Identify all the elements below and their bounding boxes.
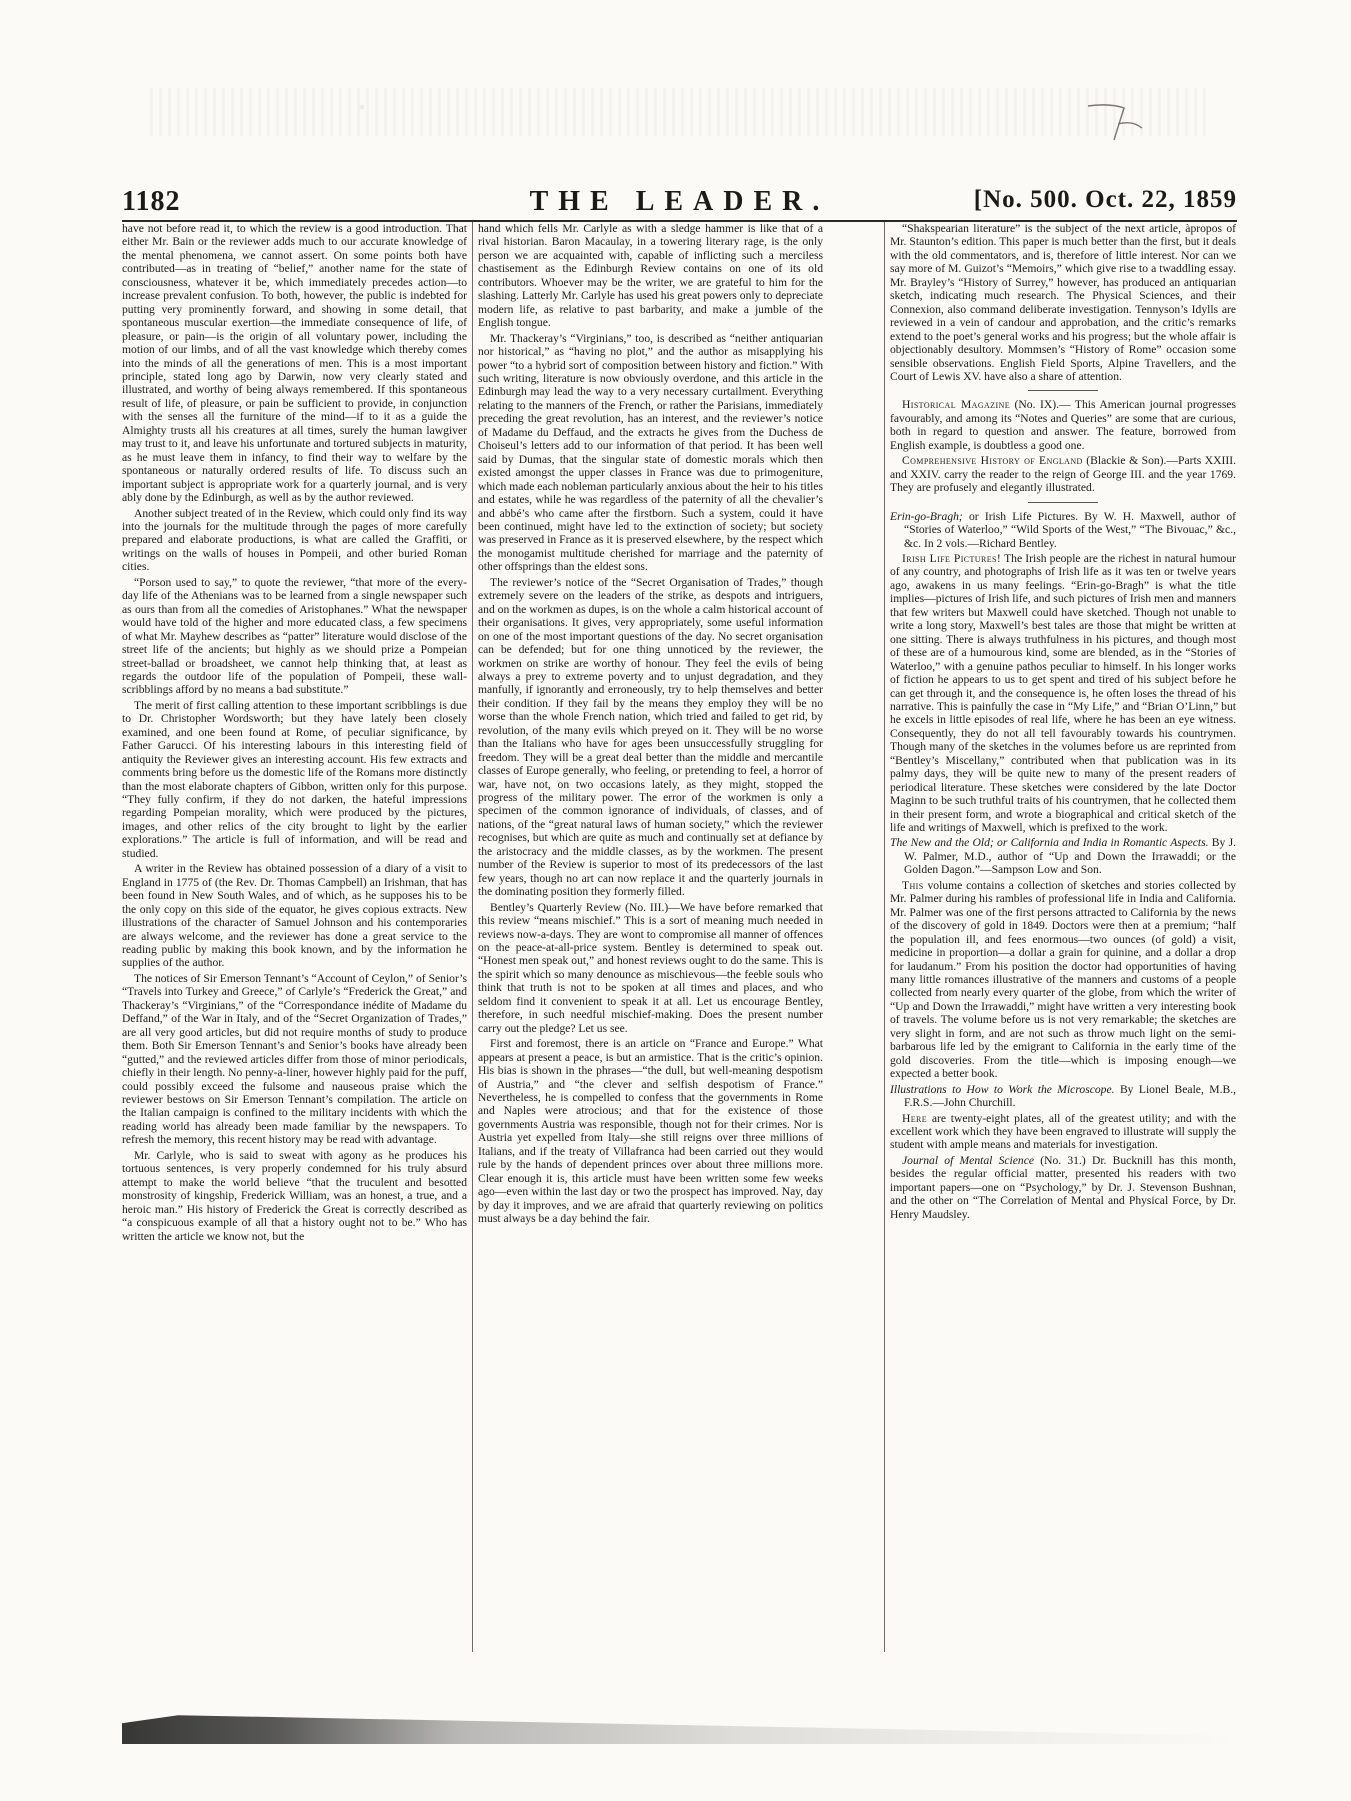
masthead-title: THE LEADER. [529,186,830,217]
review-paragraph [890,879,1236,1081]
book-details: By J. W. Palmer, M.D., author of “Up and Down the Irrawaddi; or the Golden Dagon.”—Sampson Low and Son. [904,836,1236,877]
paragraph: Another subject treated of in the Review, which could only find its way into the journals for the multitude through the pages of more carefully prepared and elaborate productions, is what are called the Graffiti, or writings on the walls of houses in Pompeii, and other buried Roman cities. [122,506,467,574]
paragraph: “Porson used to say,” to quote the reviewer, “that more of the every-day life of the Athenians was to be learned from a single newspaper such as ours than from all the comedies of Aristophanes.” What the newspaper would have told of the higher and more educated class, a few specimens of what Mr. Mayhew describes as “patter” literature would disclose of the street life of the ancients; but highly as we should prize a Pompeian street-ballad or broadsheet, we cannot help thinking that, at least as regards the outdoor life of the population of Pompeii, these wall-scribblings afford by no means a bad substitute.” [122,575,467,697]
paragraph: Mr. Thackeray’s “Virginians,” too, is described as “neither antiquarian nor historical,” as “having no plot,” and the author as misapplying his power “to a hybrid sort of composition between history and fiction.” With such writing, literature is now obviously overdone, and this article in the Edinburgh may lead the way to a very necessary curtailment. Everything relating to the manners of the French, or rather the Parisians, immediately preceding the great revolution, has an interest, and the reviewer’s notice of Madame du Deffaud, and the extracts he gives from the Duchess de Choiseul’s letters add to our information of that period. It has been well said by Dumas, that the singular state of domestic morals which then existed amongst the upper classes in France was due to primogeniture, which made each nobleman particularly anxious about the heir to his titles and estates, while he was regardless of the paternity of all the chevalier’s and abbé’s who came after the firstborn. Such a system, could it have been continued, might have led to the extinction of society; but society was preserved in France as it is preserved elsewhere, by the respect which the monogamist multitude cherished for marriage and the paternity of other offsprings than the eldest sons. [478,331,823,574]
review-label: Irish Life Pictures! [902,551,1002,565]
column-1 [122,222,467,1652]
review-body: are twenty-eight plates, all of the greatest utility; and with the excellent work which they have been engraved to illustrate will supply the student with ample means and materials for investigation. [890,1111,1236,1152]
page-number: 1182 [122,186,181,217]
handwritten-mark [1080,98,1150,148]
notice-label: Historical Magazine [902,398,1010,412]
notice-historical-magazine [890,398,1236,452]
notice-label: Comprehensive History of England [902,454,1083,468]
section-rule [1028,390,1098,391]
paragraph: First and foremost, there is an article on “France and Europe.” What appears at present a peace, is but an armistice. That is the critic’s opinion. His bias is shown in the phrases—“the dull, but well-meaning despotism of Austria,” and “the clever and selfish despotism of France.” Nevertheless, he is compelled to confess that the governments in Rome and Naples were atrocious; and that for the existence of those governments Austria was responsible, though not for their crimes. Nor is Austria yet expelled from Italy—she still reigns over three millions of Italians, and if the treaty of Villafranca had been carried out they would rule by the hands of dependent princes over about three millions more. Clear enough it is, this article must have been written some few weeks ago—even within the last day or two the prospect has improved. Nay, day by day it improves, and we are afraid that quarterly reviewing on politics must always be a day behind the fair. [478,1037,823,1226]
paragraph: hand which fells Mr. Carlyle as with a sledge hammer is like that of a rival historian. Baron Macaulay, in a towering literary rage, is the only person we are acquainted with, capable of inflicting such a merciless chastisement as the Edinburgh Review contains on one of its old contributors. Whoever may be the writer, we are grateful to him for the slashing. Latterly Mr. Carlyle has used his great powers only to depreciate modern life, as relative to past barbarity, and make a jumble of the English tongue. [478,222,823,330]
issue-date: [No. 500. Oct. 22, 1859 [973,186,1237,213]
notice-comprehensive-history [890,454,1236,494]
review-paragraph [890,552,1236,835]
book-details: or Irish Life Pictures. By W. H. Maxwell, author of “Stories of Waterloo,” “Wild Sports of the West,” “The Bivouac,” &c., &c. In 2 vols.—Richard Bentley. [904,509,1236,550]
column-2 [478,222,823,1652]
paragraph: A writer in the Review has obtained possession of a diary of a visit to England in 1775 of (the Rev. Dr. Thomas Campbell) an Irishman, that has been found in New South Wales, and of which, as he supposes his to be the only copy on this side of the equator, he gives copious extracts. New illustrations of the character of Samuel Johnson and his contemporaries are always welcome, and the reviewer has done a great service to the reading public by making this book known, and by the information he supplies of the author. [122,862,467,970]
book-citation [890,836,1236,876]
review-paragraph [890,1154,1236,1221]
notice-body: (Blackie & Son).—Parts XXIII. and XXIV. carry the reader to the reign of George III. and the year 1769. They are profusely and elegantly illustrated. [890,454,1236,495]
book-details: By Lionel Beale, M.B., F.R.S.—John Churchill. [904,1082,1236,1110]
column-3 [890,222,1236,1652]
review-label: This [902,878,924,892]
review-paragraph [890,1112,1236,1152]
review-body: The Irish people are the richest in natural humour of any country, and photographs of Irish life as it was ten or twelve years ago, awakens in us many feelings. “Erin-go-Bragh” is what the title implies—pictures of Irish life, and such pictures of Irish men and manners that few writers but Maxwell could have sketched. Though not unable to write a long story, Maxwell’s best tales are those that might be written at one sitting. There is always truthfulness in his pictures, and though most of these are of a humourous kind, some are blended, as in the “Stories of Waterloo,” with a genuine pathos peculiar to himself. In his longer works of fiction he appears to us to get spent and tired of his subject before he can get through it, and the consequence is, he often loses the thread of his narrative. This is painfully the case in “My Life,” and “Brian O’Linn,” but he excels in little episodes of real life, where he has been an eye witness. Consequently, they do not all tell favourably towards his countrymen. Though many of the sketches in the volumes before us are reprinted from “Bentley’s Miscellany,” contributed when that publication was in its palmy days, they will be quite new to many of the present readers of periodical literature. These sketches were considered by the late Doctor Maginn to be such truthful traits of his countrymen, that he collected them in their present form, and wrote a biographical and critical sketch of the life and writings of Maxwell, which is prefixed to the work. [890,551,1236,835]
paragraph: Bentley’s Quarterly Review (No. III.)—We have before remarked that this review “means mischief.” This is a sort of meaning much needed in reviews now-a-days. They are wont to compromise all manner of offences on the peace-at-all-price system. Bentley is determined to speak out. “Honest men speak out,” and honest reviews ought to do the same. This is the spirit which so many denounce as mischievous—the feeble souls who think that truth is not to be spoken at all times and places, and who seldom find it convenient to speak it at all. Let us encourage Bentley, therefore, in such needful mischief-making. Does the present number carry out the pledge? Let us see. [478,900,823,1035]
column-rule [472,222,473,1652]
book-citation [890,1083,1236,1110]
scan-smear-bottom [122,1712,1242,1744]
paragraph: The merit of first calling attention to these important scribblings is due to Dr. Christopher Wordsworth; but they have lately been closely examined, and one been found at Rome, of peculiar significance, by Father Garucci. Of his interesting labours in this interesting field of antiquity the Reviewer gives an interesting account. His few extracts and comments bring before us the domestic life of the Romans more distinctly than the most elaborate chapters of Gibbon, written only for this purpose. “They fully confirm, if they do not darken, the hateful impressions regarding Pompeian morality, which were produced by the pictures, images, and other relics of the city brought to light by the earlier explorations.” The article is full of information, and will be read and studied. [122,698,467,860]
review-body: (No. 31.) Dr. Bucknill has this month, besides the regular official matter, presented his readers with two important papers—one on “Psychology,” by Dr. J. Stevenson Bushnan, and the other on “The Correlation of Mental and Physical Force, by Dr. Henry Maudsley. [890,1153,1236,1221]
section-rule [1028,502,1098,503]
paragraph: The reviewer’s notice of the “Secret Organisation of Trades,” though extremely severe on the leaders of the strike, as despots and intriguers, and on the workmen as dupes, is on the whole a calm historical account of their organisations. It gives, very appropriately, some useful information on one of the most important questions of the day. No secret organisation can be defended; but for one thing unnoticed by the reviewer, the workmen on strike are worthy of honour. They feel the evils of being always a prey to extreme poverty and to unjust degradation, and they manfully, if ignorantly and erroneously, try to help themselves and better their condition. If they fail by the means they employ they will be no worse than the whole French nation, which tried and failed to get rid, by revolution, of the many evils which preyed on it. They will be no worse than the Italians who have for ages been unsuccessfully struggling for freedom. They will be a great deal better than the middle and mercantile classes of Europe generally, who feeling, or pretending to feel, a horror of war, have not, on two occasions lately, as they might, stopped the progress of the military power. The error of the workmen is only a specimen of the common ignorance of individuals, of classes, and of nations, of the “great natural laws of human society,” which the reviewer recognises, but which are quite as much and continually set at defiance by the aristocracy and the middle classes, as by the workmen. The present number of the Review is superior to most of its predecessors of the last few years, though no art can now replace it and the quarterly journals in the dominating position they formerly filled. [478,575,823,899]
page-header [122,186,1237,222]
column-rule [884,222,885,1652]
journal-title: Journal of Mental Science [902,1153,1034,1167]
notice-body: (No. IX).— This American journal progresses favourably, and among its “Notes and Queries” are some that are curious, both in regard to question and answer. The feature, borrowed from English example, is doubtless a good one. [890,398,1236,452]
paragraph: The notices of Sir Emerson Tennant’s “Account of Ceylon,” of Senior’s “Travels into Turkey and Greece,” of Carlyle’s “Frederick the Great,” and Thackeray’s “Virginians,” of the “Correspondance inédite of Madame du Deffand,” of the War in Italy, and of the “Secret Organization of Trades,” are all very good articles, but did not require months of study to produce them. Both Sir Emerson Tennant’s and Senior’s books have already been “gutted,” and the reviewed articles differ from those of minor periodicals, chiefly in their length. No penny-a-liner, however highly paid for the puff, could possibly exceed the fulsome and nauseous praise which the reviewer bestows on Sir Emerson Tennant’s compilation. The article on the Italian campaign is confined to the military incidents with which the reading world has already been made familiar by the newspapers. To refresh the memory, this recent history may be read with advantage. [122,971,467,1147]
book-title: Illustrations to How to Work the Microscope. [890,1082,1115,1096]
book-title: The New and the Old; or California and India in Romantic Aspects. [890,836,1209,850]
review-body: volume contains a collection of sketches and stories collected by Mr. Palmer during his rambles of professional life in India and California. Mr. Palmer was one of the first persons attracted to California by the news of the discovery of gold in 1849. Doctors were then at a premium; “half the population ill, and fees enormous—two ounces (of gold) a visit, medicine in proportion—a dollar a grain for quinine, and a dollar a drop for laudanum.” From his position the doctor had opportunities of having many little romances illustrative of the manners and customs of a people collected from nearly every quarter of the globe, from which the writer of “Up and Down the Irrawaddi,” might have written a very interesting book of travels. The volume before us is not very remarkable; the sketches are very slight in form, and are not such as throw much light on the semi-barbarous life led by the emigrant to California in the early time of the gold discoveries. From the title—which is imposing enough—we expected a better book. [890,878,1236,1081]
scan-noise-top [150,88,1210,136]
paragraph: have not before read it, to which the review is a good introduction. That either Mr. Bain or the reviewer adds much to our accurate knowledge of the mental phenomena, we cannot assert. On some points both have contributed—as in treating of “belief,” another name for the state of consciousness, whatever it be, which immediately precedes action—to increase prevalent confusion. To both, however, the public is indebted for putting very prominently forward, and showing in some detail, that spontaneous muscular exertion—the immediate consequence of life, of pleasure, or pain—is the origin of all voluntary power, including the motion of our limbs, and of all the vast knowledge which thereby comes into the minds of all the generations of men. This is a most important principle, stated long ago by Darwin, now very clearly stated and illustrated, and worthy of being always remembered. If this spontaneous result of life, of pleasure, or pain be sufficient to provide, in conjunction with the senses all the furniture of the mind—if to it as a guide the Almighty trusts all his creatures at all times, surely the human lawgiver may trust to it, and leave his unfortunate and tortured subjects in maturity, as he must leave them in infancy, to find their way to welfare by the spontaneous or naturally ordered results of life. To discuss such an important subject is appropriate work for a quarterly journal, and is very ably done by the Edinburgh, as well as by the author reviewed. [122,222,467,505]
review-label: Here [902,1111,928,1125]
paragraph: Mr. Carlyle, who is said to sweat with agony as he produces his tortuous sentences, is very properly condemned for his truly absurd attempt to make the world believe “that the truculent and besotted monstrosity of kingship, Frederick William, was an honest, a true, and a heroic man.” His history of Frederick the Great is correctly described as “a conspicuous example of all that a history ought not to be.” Who has written the article we know not, but the [122,1148,467,1243]
book-title: Erin-go-Bragh; [890,509,963,523]
paragraph: “Shakspearian literature” is the subject of the next article, àpropos of Mr. Staunton’s edition. This paper is much better than the first, but it deals with the old commentators, and is, therefore of little interest. Nor can we say more of M. Guizot’s “Memoirs,” which give rise to a twaddling essay. Mr. Brayley’s “History of Surrey,” however, has produced an antiquarian sketch, indicating much research. The Physical Sciences, and their Connexion, also command deliberate investigation. Tennyson’s Idylls are reviewed in a vein of candour and approbation, and the critic’s remarks extend to the poet’s general works and his progress; but the whole affair is objectionably desultory. Mommsen’s “History of Rome” occasion some sensible observations. English Field Sports, Alpine Travellers, and the Court of Lewis XV. have also a share of attention. [890,222,1236,383]
book-citation [890,510,1236,550]
